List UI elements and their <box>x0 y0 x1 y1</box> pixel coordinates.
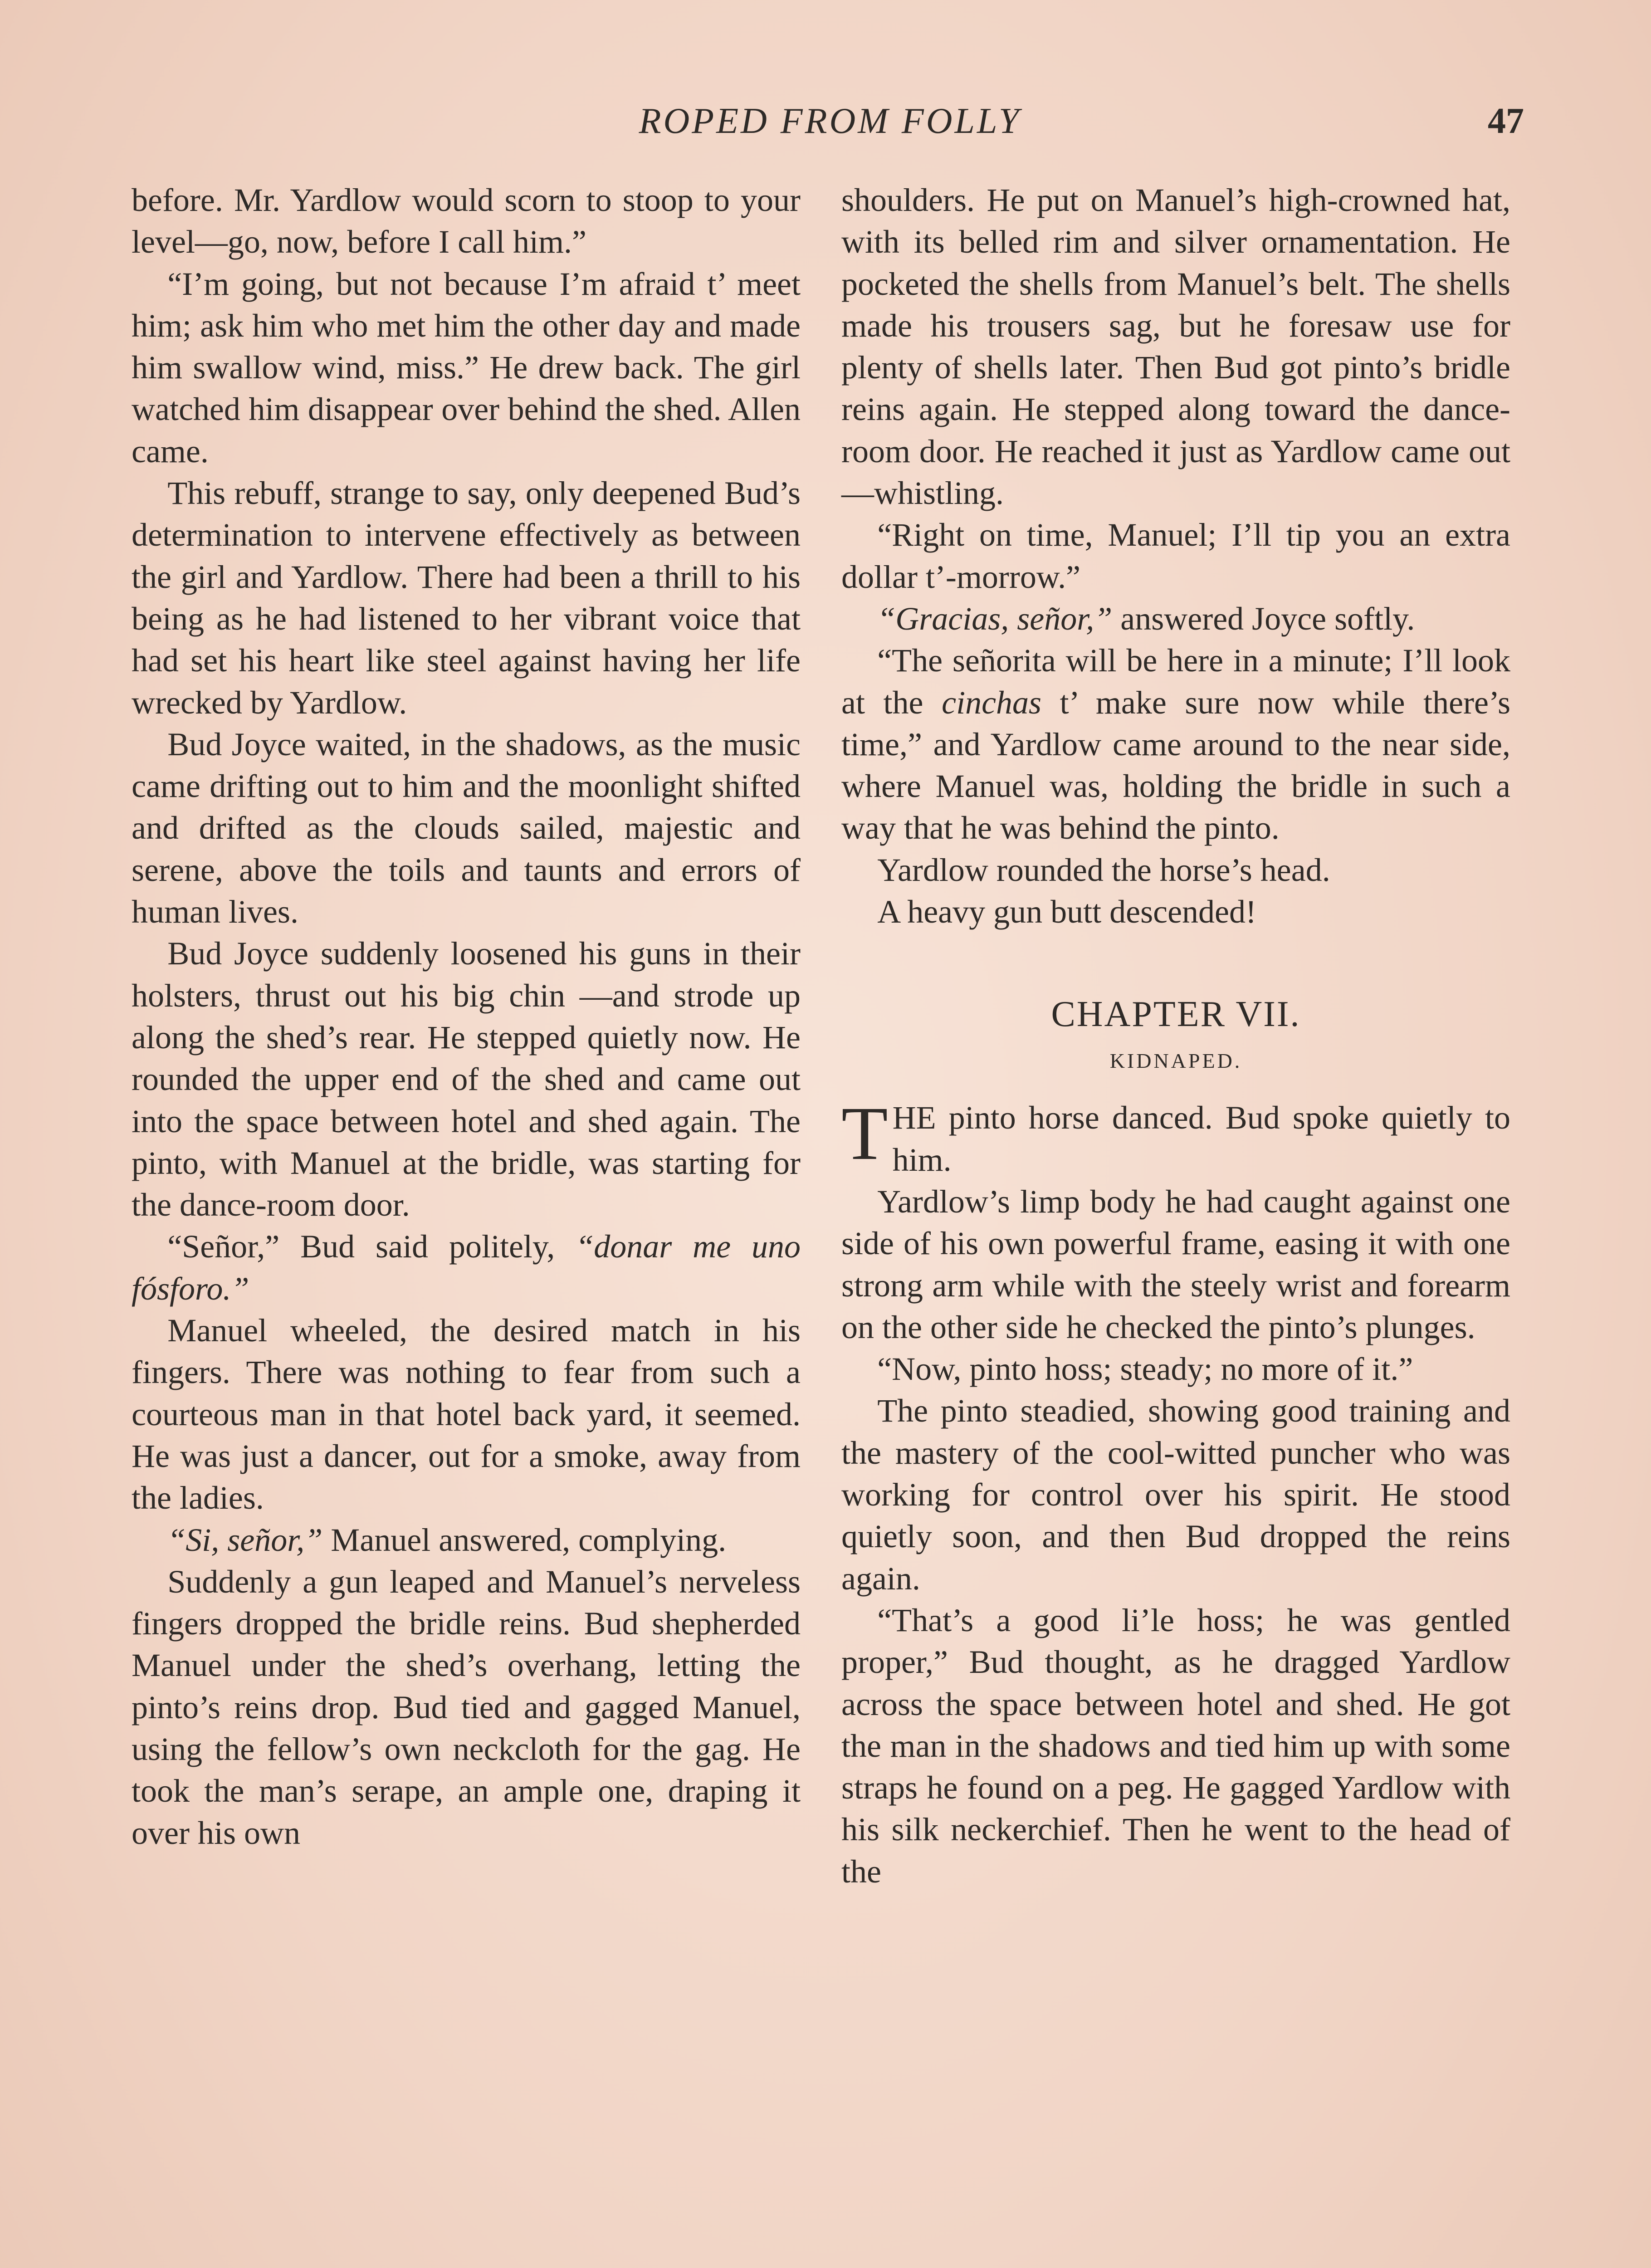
drop-cap: T <box>841 1091 888 1176</box>
left-column <box>132 179 801 1854</box>
running-title: ROPED FROM FOLLY <box>639 101 1021 141</box>
chapter-subtitle: KIDNAPED. <box>1109 1049 1242 1073</box>
paragraph <box>132 1519 801 1561</box>
paragraph-text: HE pinto horse danced. Bud spoke quietly to him. <box>892 1100 1510 1178</box>
page-number: 47 <box>1488 101 1524 141</box>
paragraph: “Now, pinto hoss; steady; no more of it.” <box>877 1351 1413 1388</box>
paragraph: shoulders. He put on Manuel’s high-crowned hat, with its belled rim and silver ornamentation. He pocketed the shells from Manuel’s belt. The shells made his trousers sag, but he foresaw use for plenty of shells later. Then Bud got pinto’s bridle reins again. He stepped along toward the dance-room door. He reached it just as Yardlow came out—whistling. <box>841 182 1510 512</box>
paragraph: Manuel wheeled, the desired match in his fingers. There was nothing to fear from such a courteous man in that hotel back yard, it seemed. He was just a dancer, out for a smoke, away from the ladies. <box>132 1312 801 1516</box>
chapter-title: CHAPTER VII. <box>1051 994 1301 1035</box>
chapter-opening-paragraph <box>841 1091 1510 1181</box>
spanish-phrase: “Si, señor,” <box>167 1521 323 1558</box>
right-column <box>841 179 1510 1892</box>
paragraph: This rebuff, strange to say, only deepened Bud’s determination to intervene effectively as between the girl and Yardlow. There had been a thrill to his being as he had listened to her vibrant voice that had set his heart like steel against having her life wrecked by Yardlow. <box>132 475 801 721</box>
paragraph-text: answered Joyce softly. <box>1112 600 1415 637</box>
paragraph <box>132 1226 801 1310</box>
paragraph: Bud Joyce waited, in the shadows, as the music came drifting out to him and the moonlight shifted and drifted as the clouds sailed, majestic and serene, above the toils and taunts and errors of human lives. <box>132 726 801 930</box>
paragraph: A heavy gun butt descended! <box>877 894 1256 930</box>
paragraph: before. Mr. Yardlow would scorn to stoop to your level—go, now, before I call him.” <box>132 182 801 260</box>
page-header <box>136 96 1524 146</box>
paragraph: Yardlow rounded the horse’s head. <box>877 851 1330 888</box>
spanish-word: cinchas <box>942 684 1042 721</box>
paragraph-text: Manuel answered, complying. <box>322 1521 727 1558</box>
paragraph: Bud Joyce suddenly loosened his guns in their holsters, thrust out his big chin —and strode up along the shed’s rear. He stepped quietly now. He rounded the upper end of the shed and came out into the space between hotel and shed again. The pinto, with Manuel at the bridle, was starting for the dance-room door. <box>132 935 801 1223</box>
paragraph-text: t’ make sure now while there’s time,” and Yardlow came around to the near side, where Manuel was, holding the bridle in such a way that he was behind the pinto. <box>841 684 1510 846</box>
paragraph <box>841 598 1510 640</box>
paragraph: Suddenly a gun leaped and Manuel’s nerveless fingers dropped the bridle reins. Bud shepherded Manuel under the shed’s overhang, letting the pinto’s reins drop. Bud tied and gagged Manuel, using the fellow’s own neckcloth for the gag. He took the man’s serape, an ample one, draping it over his own <box>132 1563 801 1851</box>
paragraph <box>841 640 1510 849</box>
spanish-phrase: “Gracias, señor,” <box>877 600 1113 637</box>
paragraph: Yardlow’s limp body he had caught against one side of his own powerful frame, easing it with one strong arm while with the steely wrist and forearm on the other side he checked the pinto’s plunges. <box>841 1183 1510 1345</box>
paragraph: “I’m going, but not because I’m afraid t’ meet him; ask him who met him the other day and made him swallow wind, miss.” He drew back. The girl watched him disappear over behind the shed. Allen came. <box>132 265 801 469</box>
paragraph-text: “Señor,” Bud said politely, <box>167 1228 576 1265</box>
paragraph: “Right on time, Manuel; I’ll tip you an extra dollar t’-morrow.” <box>841 517 1510 595</box>
paragraph: The pinto steadied, showing good training and the mastery of the cool-witted puncher who was working for control over his spirit. He stood quietly soon, and then Bud dropped the reins again. <box>841 1393 1510 1597</box>
spanish-phrase: “donar me uno fósforo.” <box>132 1228 801 1307</box>
paragraph: “That’s a good li’le hoss; he was gentled proper,” Bud thought, as he dragged Yardlow across the space between hotel and shed. He got the man in the shadows and tied him up with some straps he found on a peg. He gagged Yardlow with his silk neckerchief. Then he went to the head of the <box>841 1602 1510 1890</box>
paragraph-text: “The señorita will be here in a minute; I’ll look at the <box>841 642 1510 721</box>
